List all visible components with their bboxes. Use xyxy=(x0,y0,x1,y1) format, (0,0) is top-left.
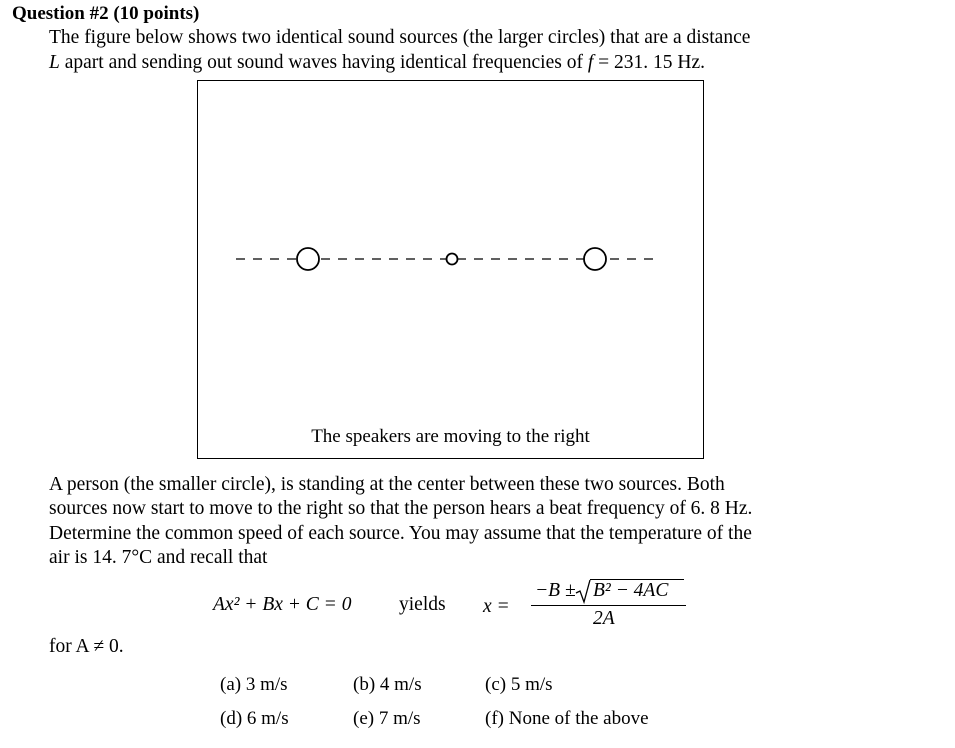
choice-d[interactable]: (d) 6 m/s xyxy=(220,708,289,729)
equation-numerator-prefix: −B ± xyxy=(535,580,576,601)
body-line-4: air is 14. 7°C and recall that xyxy=(49,547,268,568)
choice-b[interactable]: (b) 4 m/s xyxy=(353,674,422,695)
left-source-circle xyxy=(297,248,319,270)
intro-line-1: The figure below shows two identical sound sources (the larger circles) that are a distance xyxy=(49,27,751,48)
question-title: Question #2 (10 points) xyxy=(12,3,200,24)
figure-caption: The speakers are moving to the right xyxy=(311,426,590,447)
intro-line-2 xyxy=(49,50,705,75)
body-line-3: Determine the common speed of each source. You may assume that the temperature of the xyxy=(49,523,752,544)
equation-yields: yields xyxy=(399,594,446,615)
sqrt-sign xyxy=(575,578,591,604)
figure-box xyxy=(197,80,704,459)
equation-lhs: Ax² + Bx + C = 0 xyxy=(213,594,352,615)
choice-e[interactable]: (e) 7 m/s xyxy=(353,708,421,729)
equation-x-equals: x = xyxy=(483,596,510,617)
figure-diagram xyxy=(198,81,705,460)
intro-var-L: L xyxy=(49,52,60,73)
choice-f[interactable]: (f) None of the above xyxy=(485,708,649,729)
equation-denominator: 2A xyxy=(593,608,615,629)
intro-var-f: f xyxy=(587,52,594,73)
intro-frequency-value: = 231. 15 Hz. xyxy=(593,52,705,73)
condition-text: for A ≠ 0. xyxy=(49,636,124,657)
choice-a[interactable]: (a) 3 m/s xyxy=(220,674,288,695)
body-line-1: A person (the smaller circle), is standing at the center between these two sources. Both xyxy=(49,474,725,495)
intro-text: apart and sending out sound waves having identical frequencies of xyxy=(59,52,588,73)
person-circle xyxy=(447,254,458,265)
choice-c[interactable]: (c) 5 m/s xyxy=(485,674,553,695)
body-line-2: sources now start to move to the right so that the person hears a beat frequency of 6. 8 Hz. xyxy=(49,498,753,519)
equation-radicand: B² − 4AC xyxy=(593,580,669,601)
right-source-circle xyxy=(584,248,606,270)
fraction-bar xyxy=(531,605,686,606)
